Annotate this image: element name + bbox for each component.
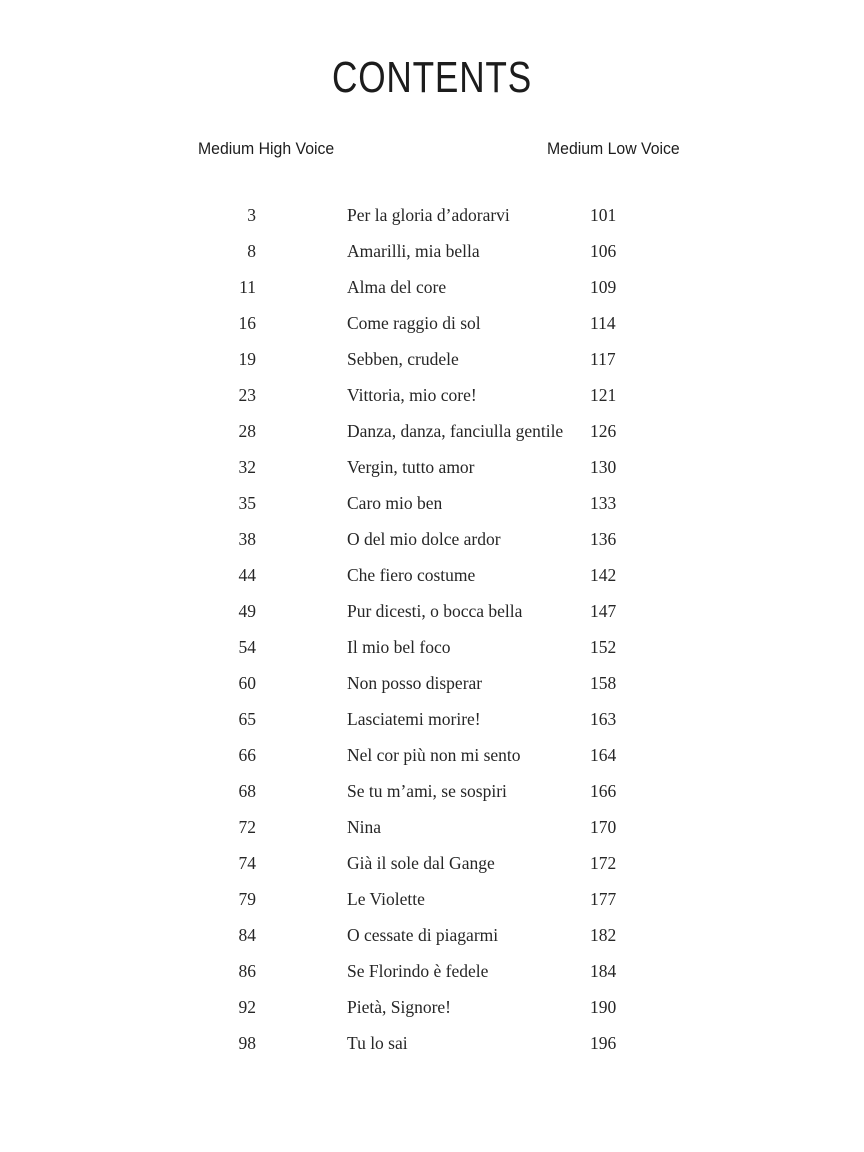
toc-row (0, 917, 864, 953)
high-voice-page-number: 19 (238, 348, 256, 369)
high-voice-page-number: 49 (238, 600, 256, 621)
toc-list (0, 197, 864, 1061)
toc-row (0, 233, 864, 269)
song-title: Amarilli, mia bella (347, 240, 480, 261)
song-title: Come raggio di sol (347, 312, 481, 333)
song-title: Danza, danza, fanciulla gentile (347, 420, 564, 441)
toc-row (0, 737, 864, 773)
toc-row (0, 1025, 864, 1061)
low-voice-page-number: 177 (590, 888, 617, 909)
toc-row (0, 413, 864, 449)
low-voice-page-number: 190 (590, 996, 617, 1017)
low-voice-page-number: 117 (590, 348, 616, 369)
high-voice-page-number: 65 (238, 708, 256, 729)
toc-row (0, 629, 864, 665)
song-title: Vergin, tutto amor (347, 456, 475, 477)
toc-row (0, 305, 864, 341)
toc-row (0, 593, 864, 629)
low-voice-page-number: 196 (590, 1032, 617, 1053)
toc-row (0, 269, 864, 305)
low-voice-page-number: 136 (590, 528, 617, 549)
song-title: O cessate di piagarmi (347, 924, 499, 945)
high-voice-page-number: 23 (238, 384, 256, 405)
song-title: Se tu m’ami, se sospiri (347, 780, 507, 801)
low-voice-page-number: 126 (590, 420, 617, 441)
toc-row (0, 557, 864, 593)
toc-row (0, 989, 864, 1025)
low-voice-page-number: 172 (590, 852, 617, 873)
toc-row (0, 341, 864, 377)
high-voice-page-number: 68 (238, 780, 256, 801)
toc-row (0, 809, 864, 845)
low-voice-page-number: 130 (590, 456, 617, 477)
low-voice-page-number: 142 (590, 564, 617, 585)
low-voice-page-number: 106 (590, 240, 617, 261)
page-title: CONTENTS (332, 53, 532, 102)
song-title: Per la gloria d’adorarvi (347, 204, 510, 225)
high-voice-page-number: 66 (238, 744, 256, 765)
high-voice-page-number: 72 (238, 816, 256, 837)
toc-row (0, 665, 864, 701)
song-title: Tu lo sai (347, 1032, 408, 1053)
high-voice-page-number: 3 (247, 204, 256, 225)
high-voice-page-number: 98 (238, 1032, 256, 1053)
high-voice-page-number: 79 (238, 888, 256, 909)
song-title: Alma del core (347, 276, 447, 297)
high-voice-page-number: 11 (239, 276, 256, 297)
high-voice-page-number: 44 (238, 564, 256, 585)
toc-row (0, 197, 864, 233)
song-title: Sebben, crudele (347, 348, 459, 369)
low-voice-page-number: 163 (590, 708, 617, 729)
low-voice-page-number: 114 (590, 312, 616, 333)
high-voice-page-number: 35 (238, 492, 256, 513)
low-voice-page-number: 152 (590, 636, 617, 657)
low-voice-page-number: 109 (590, 276, 617, 297)
song-title: O del mio dolce ardor (347, 528, 501, 549)
song-title: Che fiero costume (347, 564, 476, 585)
toc-row (0, 701, 864, 737)
high-voice-page-number: 84 (238, 924, 256, 945)
low-voice-page-number: 147 (590, 600, 617, 621)
song-title: Se Florindo è fedele (347, 960, 489, 981)
toc-row (0, 953, 864, 989)
toc-row (0, 485, 864, 521)
high-voice-page-number: 28 (238, 420, 256, 441)
high-voice-page-number: 38 (238, 528, 256, 549)
low-voice-page-number: 166 (590, 780, 617, 801)
toc-row (0, 377, 864, 413)
song-title: Pietà, Signore! (347, 996, 452, 1017)
toc-row (0, 449, 864, 485)
high-voice-page-number: 16 (238, 312, 256, 333)
high-voice-page-number: 92 (238, 996, 256, 1017)
song-title: Caro mio ben (347, 492, 443, 513)
low-voice-page-number: 121 (590, 384, 617, 405)
song-title: Le Violette (347, 888, 425, 909)
high-voice-page-number: 8 (247, 240, 256, 261)
column-header-medium-high-voice: Medium High Voice (198, 139, 335, 158)
low-voice-page-number: 133 (590, 492, 617, 513)
toc-row (0, 845, 864, 881)
low-voice-page-number: 184 (590, 960, 617, 981)
high-voice-page-number: 32 (238, 456, 256, 477)
low-voice-page-number: 170 (590, 816, 617, 837)
song-title: Nina (347, 816, 382, 837)
song-title: Il mio bel foco (347, 636, 451, 657)
high-voice-page-number: 60 (238, 672, 256, 693)
song-title: Già il sole dal Gange (347, 852, 495, 873)
column-header-medium-low-voice: Medium Low Voice (547, 139, 680, 158)
high-voice-page-number: 74 (238, 852, 256, 873)
toc-row (0, 773, 864, 809)
song-title: Vittoria, mio core! (347, 384, 477, 405)
high-voice-page-number: 86 (238, 960, 256, 981)
song-title: Non posso disperar (347, 672, 483, 693)
song-title: Nel cor più non mi sento (347, 744, 521, 765)
toc-row (0, 881, 864, 917)
toc-row (0, 521, 864, 557)
low-voice-page-number: 164 (590, 744, 617, 765)
song-title: Lasciatemi morire! (347, 708, 481, 729)
song-title: Pur dicesti, o bocca bella (347, 600, 523, 621)
low-voice-page-number: 158 (590, 672, 617, 693)
low-voice-page-number: 101 (590, 204, 617, 225)
low-voice-page-number: 182 (590, 924, 617, 945)
high-voice-page-number: 54 (238, 636, 256, 657)
